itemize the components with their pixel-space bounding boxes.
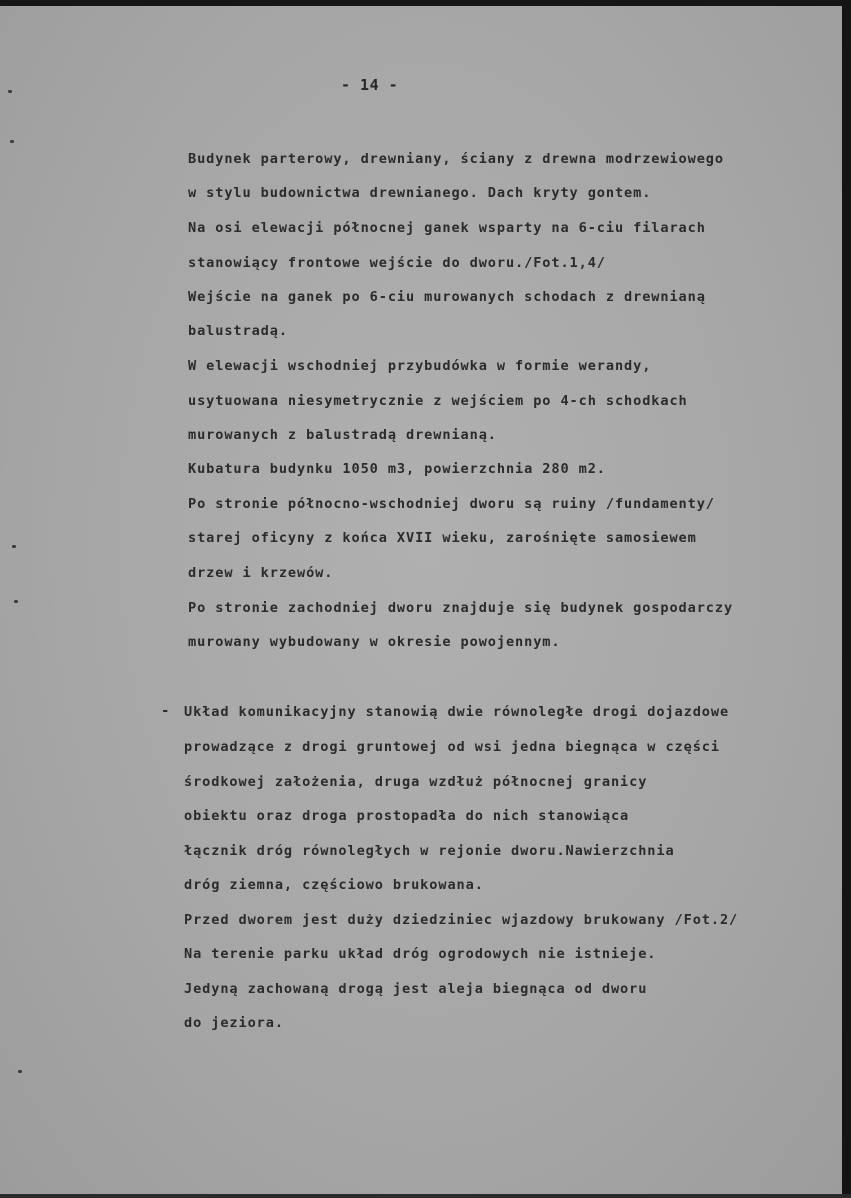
text-line: stanowiący frontowe wejście do dworu./Fot.1,4/ bbox=[188, 255, 606, 271]
text-line: Po stronie północno-wschodniej dworu są ruiny /fundamenty/ bbox=[188, 496, 715, 512]
page-number: - 14 - bbox=[341, 76, 399, 94]
scan-speck bbox=[10, 140, 14, 143]
scan-speck bbox=[14, 600, 18, 603]
text-line: murowany wybudowany w okresie powojennym. bbox=[188, 634, 561, 650]
scan-edge-right bbox=[842, 0, 851, 1198]
text-line: w stylu budownictwa drewnianego. Dach kryty gontem. bbox=[188, 185, 652, 201]
text-line: W elewacji wschodniej przybudówka w formie werandy, bbox=[188, 358, 652, 374]
text-line: Wejście na ganek po 6-ciu murowanych schodach z drewnianą bbox=[188, 289, 706, 305]
scan-speck bbox=[18, 1070, 22, 1073]
text-line: murowanych z balustradą drewnianą. bbox=[188, 427, 497, 443]
text-line: łącznik dróg równoległych w rejonie dworu.Nawierzchnia bbox=[184, 843, 675, 859]
text-line: starej oficyny z końca XVII wieku, zarośnięte samosiewem bbox=[188, 530, 697, 546]
text-line: drzew i krzewów. bbox=[188, 565, 334, 581]
text-line: Po stronie zachodniej dworu znajduje się budynek gospodarczy bbox=[188, 600, 734, 616]
text-line: Jedyną zachowaną drogą jest aleja biegnąca od dworu bbox=[184, 981, 648, 997]
text-line: Przed dworem jest duży dziedziniec wjazdowy brukowany /Fot.2/ bbox=[184, 912, 739, 928]
text-line: środkowej założenia, druga wzdłuż północnej granicy bbox=[184, 774, 648, 790]
text-line: Budynek parterowy, drewniany, ściany z drewna modrzewiowego bbox=[188, 151, 724, 167]
scan-edge-top bbox=[0, 0, 851, 6]
text-line: usytuowana niesymetrycznie z wejściem po 4-ch schodkach bbox=[188, 393, 688, 409]
list-dash: - bbox=[161, 703, 170, 719]
text-line: prowadzące z drogi gruntowej od wsi jedna biegnąca w części bbox=[184, 739, 720, 755]
text-line: obiektu oraz droga prostopadła do nich stanowiąca bbox=[184, 808, 630, 824]
text-line: Na osi elewacji północnej ganek wsparty na 6-ciu filarach bbox=[188, 220, 706, 236]
text-line: dróg ziemna, częściowo brukowana. bbox=[184, 877, 484, 893]
text-line: do jeziora. bbox=[184, 1015, 284, 1031]
scan-speck bbox=[12, 545, 16, 548]
text-line: balustradą. bbox=[188, 323, 288, 339]
scan-speck bbox=[8, 90, 12, 93]
scan-edge-bottom bbox=[0, 1194, 851, 1198]
text-line: Układ komunikacyjny stanowią dwie równoległe drogi dojazdowe bbox=[184, 704, 730, 720]
text-line: Na terenie parku układ dróg ogrodowych nie istnieje. bbox=[184, 946, 657, 962]
text-line: Kubatura budynku 1050 m3, powierzchnia 280 m2. bbox=[188, 461, 606, 477]
